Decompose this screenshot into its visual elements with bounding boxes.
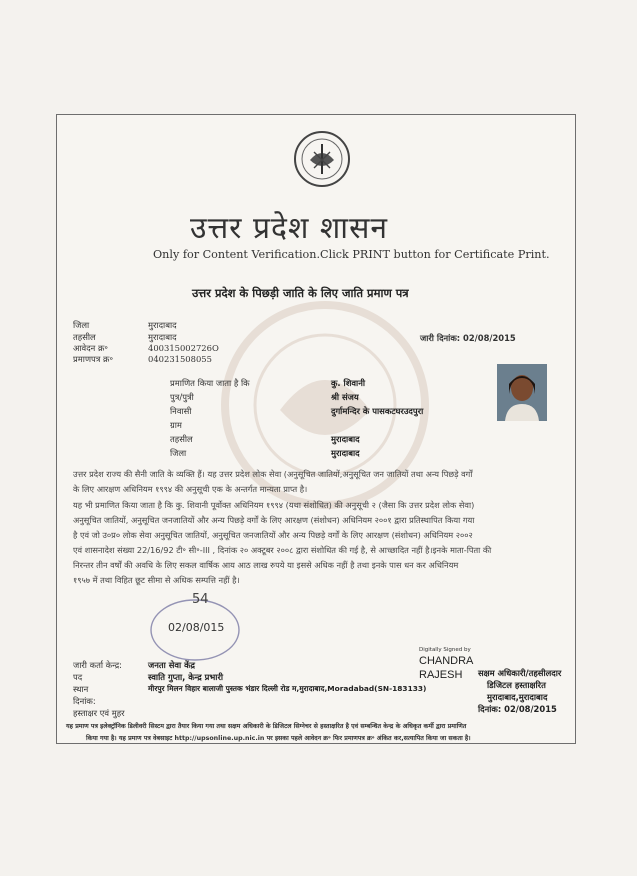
resident-address: दुर्गामन्दिर के पासकटघरउदपुरा [331, 406, 424, 416]
authority-title: सक्षम अधिकारी/तहसीलदार [478, 668, 562, 678]
center-stamp-icon [140, 585, 250, 665]
certificate-title: उत्तर प्रदेश के पिछड़ी जाति के लिए जाति प्रमाण पत्र [192, 286, 409, 300]
signer-name-last: RAJESH [419, 669, 463, 681]
issue-date: जारी दिनांक: 02/08/2015 [420, 333, 516, 343]
authority-date: दिनांक: 02/08/2015 [478, 704, 557, 714]
person-district-value: मुरादाबाद [331, 448, 360, 458]
district-label: जिला [73, 320, 90, 330]
digital-sign-caption: Digitally Signed by [419, 647, 471, 653]
person-district-label: जिला [170, 448, 187, 458]
village-label: ग्राम [170, 420, 182, 430]
tehsil-label: तहसील [73, 332, 96, 342]
footer-note-line2: किया गया है। यह प्रमाण पत्र वेबसाइट http://upsonline.up.nic.in पर इसका पहले आवेदन क्र॰ फिर प्रमाणपत्र क्र॰ अंकित कर,सत्यापित किया जा सकता है। [86, 735, 471, 742]
parent-name: श्री संजय [331, 392, 359, 402]
parent-label: पुत्र/पुत्री [170, 392, 194, 402]
application-value: 400315002726O [148, 343, 219, 353]
certificate-number-value: 040231508055 [148, 354, 212, 364]
certificate-number-label: प्रमाणपत्र क्र॰ [73, 354, 114, 364]
stamp-number: 54 [192, 592, 209, 607]
body-line: है एवं जो उ०प्र० लोक सेवा अनुसूचित जातियों, अनुसूचित जनजातियों और अन्य पिछड़े वर्गों के लिए आरक्षण (संशोधन) अधिनियम २००२ [73, 530, 473, 540]
verification-note: Only for Content Verification.Click PRINT button for Certificate Print. [153, 248, 550, 261]
body-line: निरन्तर तीन वर्षों की अवधि के लिए सकल वार्षिक आय आठ लाख रुपये या इससे अधिक नहीं है तथा इनके पास धन कर अधिनियम [73, 560, 459, 570]
applicant-photo [497, 364, 547, 421]
issuing-center-value: जनता सेवा केंद्र [148, 660, 196, 670]
tehsil-value: मुरादाबाद [148, 332, 177, 342]
body-line: यह भी प्रमाणित किया जाता है कि कु. शिवानी पूर्वोक्त अधिनियम १९९४ (यथा संशोधित) की अनुसूची २ (जैसा कि उत्तर प्रदेश लोक सेवा) [73, 500, 475, 510]
body-line: उत्तर प्रदेश राज्य की सैनी जाति के व्यक्ति हैं। यह उत्तर प्रदेश लोक सेवा (अनुसूचित जातियों,अनुसूचित जन जातियों तथा अन्य पिछड़े वर्गों [73, 469, 473, 479]
body-line: १९५७ में तथा विहित छूट सीमा से अधिक सम्पत्ति नहीं है। [73, 575, 240, 585]
place-value: मीरपुर मिलन विहार बालाजी पुस्तक भंडार दिल्ली रोड म,मुरादाबाद,Moradabad(SN-183133) [148, 684, 427, 693]
hindi-title: उत्तर प्रदेश शासन [190, 211, 389, 246]
person-tehsil-value: मुरादाबाद [331, 434, 360, 444]
application-label: आवेदन क्र॰ [73, 343, 108, 353]
signature-label: हस्ताक्षर एवं मुहर [73, 708, 125, 718]
post-label: पद [73, 672, 83, 682]
district-value: मुरादाबाद [148, 320, 177, 330]
stamp-date: 02/08/015 [168, 621, 225, 634]
up-state-emblem-icon [288, 128, 356, 190]
person-tehsil-label: तहसील [170, 434, 193, 444]
place-label: स्थान [73, 684, 89, 694]
certified-label: प्रमाणित किया जाता है कि [170, 378, 250, 388]
body-line: अनुसूचित जातियों, अनुसूचित जनजातियों और अन्य पिछड़े वर्गों के लिए आरक्षण (संशोधन) अधिनियम २००१ द्वारा प्रतिस्थापित किया गया [73, 515, 475, 525]
resident-label: निवासी [170, 406, 192, 416]
signer-name-first: CHANDRA [419, 655, 474, 667]
digital-sign-label: डिजिटल हस्ताक्षरित [487, 680, 546, 690]
body-line: के लिए आरक्षण अधिनियम १९९४ की अनुसूची एक के अन्तर्गत मान्यता प्राप्त है। [73, 484, 308, 494]
body-line: एवं शासनादेश संख्या 22/16/92 टी॰ सी॰-III , दिनांक २० अक्टूबर २००८ द्वारा संशोधित की गई है, से आच्छादित नहीं है।इनके माता-पिता की [73, 545, 492, 555]
date-label: दिनांक: [73, 696, 96, 706]
certified-name: कु. शिवानी [331, 378, 366, 388]
issuing-center-label: जारी कर्ता केन्द्र: [73, 660, 122, 670]
authority-place: मुरादाबाद,मुरादाबाद [487, 692, 548, 702]
footer-note-line1: यह प्रमाण पत्र इलेक्ट्रॉनिक डिलीवरी सिस्टम द्वारा तैयार किया गया तथा सक्षम अधिकारी के डिजिटल सिग्नेचर से हस्ताक्षरित है एवं सम्बन्धित केन्द्र के अधिकृत कर्मी द्वारा प्रमाणित [66, 723, 467, 730]
post-value: स्वाति गुप्ता, केन्द्र प्रभारी [148, 672, 224, 682]
